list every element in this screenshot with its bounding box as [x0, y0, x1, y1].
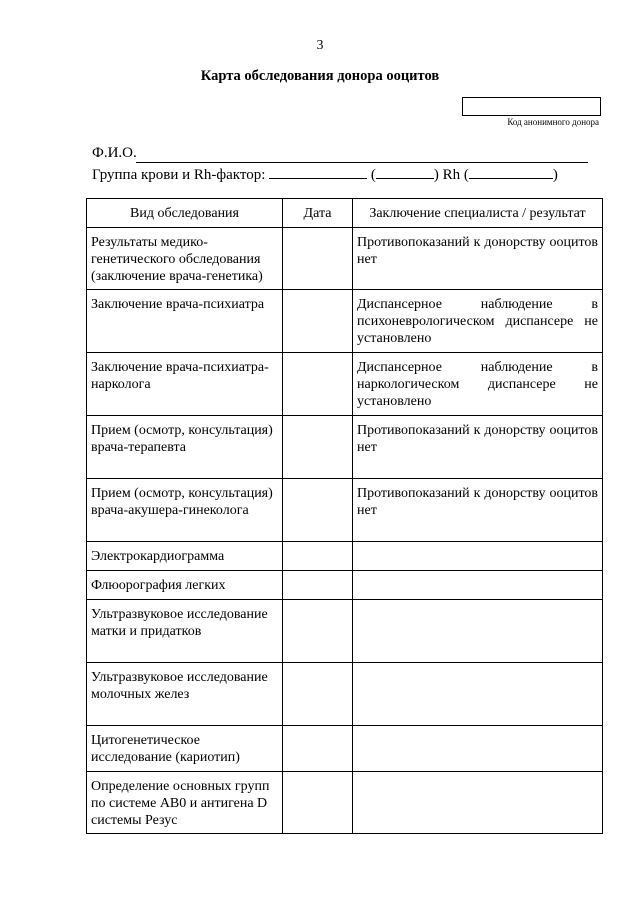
table-header-row	[87, 199, 603, 228]
result-cell[interactable]: Противопоказаний к донорству ооцитов нет	[353, 416, 603, 479]
exam-cell: Электрокардиограмма	[87, 542, 283, 571]
result-cell[interactable]	[353, 772, 603, 834]
table-row	[87, 542, 603, 571]
donor-code-caption: Код анонимного донора	[507, 117, 599, 127]
table-row	[87, 416, 603, 479]
fio-field[interactable]	[136, 162, 588, 163]
date-cell[interactable]	[283, 290, 353, 353]
result-cell[interactable]	[353, 663, 603, 726]
table-row	[87, 228, 603, 290]
blood-type-field[interactable]	[376, 164, 434, 179]
blood-group-label: Группа крови и Rh-фактор:	[92, 167, 266, 183]
date-cell[interactable]	[283, 600, 353, 663]
date-cell[interactable]	[283, 772, 353, 834]
blood-group-field[interactable]	[269, 164, 367, 179]
exam-cell: Ультразвуковое исследование матки и придатков	[87, 600, 283, 663]
blood-close-paren: )	[552, 167, 558, 183]
exam-cell: Флюорография легких	[87, 571, 283, 600]
rh-field[interactable]	[469, 164, 553, 179]
table-row	[87, 290, 603, 353]
table-row	[87, 353, 603, 416]
document-title: Карта обследования донора ооцитов	[200, 68, 440, 84]
table-row	[87, 726, 603, 772]
donor-code-field[interactable]	[462, 97, 601, 116]
header-result: Заключение специалиста / результат	[353, 199, 603, 228]
page-number: 3	[316, 38, 324, 53]
date-cell[interactable]	[283, 353, 353, 416]
table-row	[87, 600, 603, 663]
fio-row	[92, 145, 137, 162]
date-cell[interactable]	[283, 228, 353, 290]
header-date: Дата	[283, 199, 353, 228]
exam-cell: Прием (осмотр, консультация) врача-терапевта	[87, 416, 283, 479]
result-cell[interactable]: Противопоказаний к донорству ооцитов нет	[353, 479, 603, 542]
exam-cell: Цитогенетическое исследование (кариотип)	[87, 726, 283, 772]
date-cell[interactable]	[283, 542, 353, 571]
date-cell[interactable]	[283, 663, 353, 726]
table-row	[87, 571, 603, 600]
header-exam-type: Вид обследования	[87, 199, 283, 228]
result-cell[interactable]: Диспансерное наблюдение в наркологическом диспансере не установлено	[353, 353, 603, 416]
examination-table	[86, 198, 603, 834]
exam-cell: Заключение врача-психиатра	[87, 290, 283, 353]
exam-cell: Заключение врача-психиатра-нарколога	[87, 353, 283, 416]
result-cell[interactable]: Противопоказаний к донорству ооцитов нет	[353, 228, 603, 290]
date-cell[interactable]	[283, 726, 353, 772]
date-cell[interactable]	[283, 479, 353, 542]
blood-open-paren: (	[370, 167, 376, 183]
result-cell[interactable]	[353, 571, 603, 600]
date-cell[interactable]	[283, 416, 353, 479]
result-cell[interactable]	[353, 600, 603, 663]
date-cell[interactable]	[283, 571, 353, 600]
exam-cell: Определение основных групп по системе AB0 и антигена D системы Резус	[87, 772, 283, 834]
blood-group-row	[92, 164, 558, 184]
result-cell[interactable]	[353, 726, 603, 772]
exam-cell: Ультразвуковое исследование молочных желез	[87, 663, 283, 726]
exam-cell: Прием (осмотр, консультация) врача-акушера-гинеколога	[87, 479, 283, 542]
result-cell[interactable]: Диспансерное наблюдение в психоневрологическом диспансере не установлено	[353, 290, 603, 353]
table-row	[87, 772, 603, 834]
table-row	[87, 663, 603, 726]
fio-label: Ф.И.О.	[92, 145, 137, 161]
exam-cell: Результаты медико-генетического обследования (заключение врача-генетика)	[87, 228, 283, 290]
rh-label: ) Rh (	[433, 167, 469, 183]
table-row	[87, 479, 603, 542]
result-cell[interactable]	[353, 542, 603, 571]
